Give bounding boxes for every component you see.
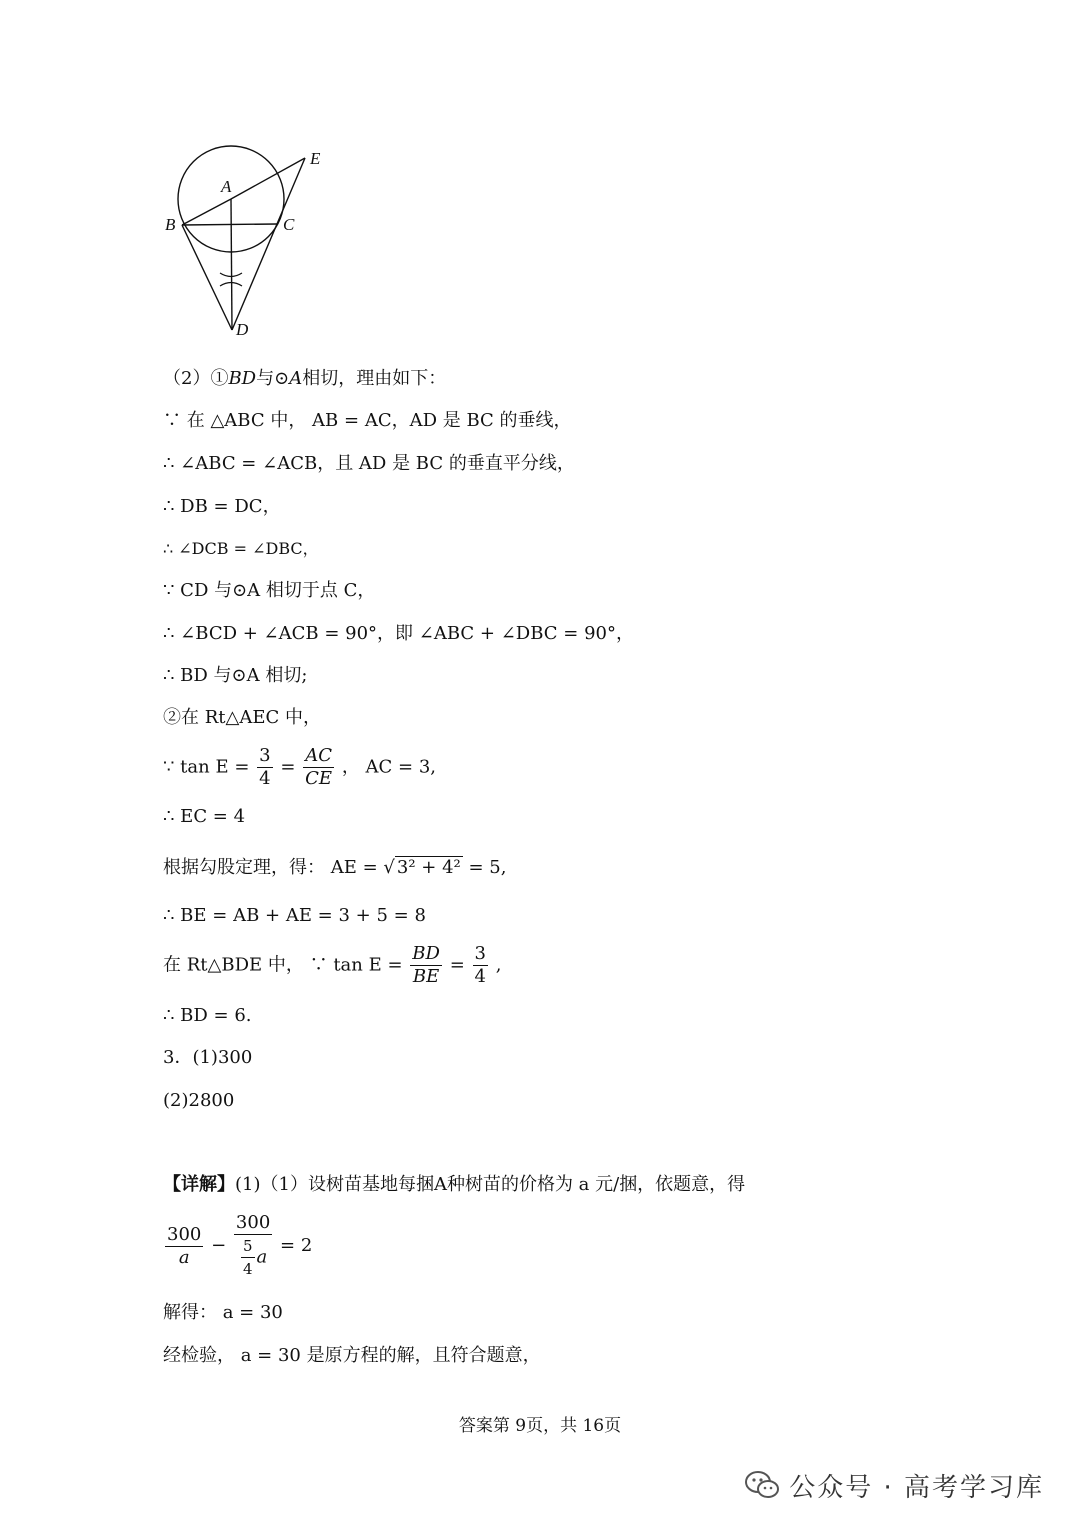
equation-result: = 2: [280, 1235, 313, 1256]
fraction-denominator: BE: [412, 966, 440, 987]
fraction-numerator: 300: [235, 1212, 271, 1233]
equals-sign: =: [280, 756, 296, 778]
text-line-12: [163, 857, 506, 879]
text-line-9: ②在 Rt△AEC 中，: [163, 707, 321, 728]
fraction-3-4: [257, 745, 272, 790]
text-line-7: ∴ ∠BCD + ∠ACB = 90°，即 ∠ABC + ∠DBC = 90°，: [163, 623, 634, 644]
fraction-300-five-fourths-a: [234, 1212, 272, 1280]
sqrt-sign: √: [383, 857, 395, 878]
segment-bd: [182, 225, 232, 330]
label-e: E: [310, 149, 321, 168]
minus-sign: −: [211, 1235, 227, 1256]
text-line-14: [163, 943, 501, 988]
fraction-denominator: a: [178, 1246, 190, 1268]
fraction-300-a: [165, 1224, 203, 1269]
equals-sign: =: [449, 954, 465, 976]
text-line-1: [163, 368, 446, 390]
variable-a: a: [256, 1246, 268, 1268]
watermark: [745, 1465, 1044, 1505]
fraction-ac-ce: [303, 745, 334, 790]
label-d: D: [236, 320, 249, 339]
equation-line: [163, 1212, 312, 1280]
segment-ed: [232, 158, 305, 330]
answer-3-part-1: 3．(1)300: [163, 1047, 253, 1068]
line12-pre: 根据勾股定理，得： AE =: [163, 857, 378, 878]
fraction-numerator: BD: [412, 943, 440, 964]
text-line-5: ∴ ∠DCB = ∠DBC，: [163, 539, 319, 558]
line12-post: = 5,: [468, 857, 507, 878]
fraction-denominator: CE: [305, 768, 333, 789]
line1-part-d: A: [289, 368, 303, 389]
fraction-numerator: 3: [474, 943, 486, 964]
fraction-numerator: 300: [167, 1223, 202, 1245]
answer-3-part-2: (2)2800: [163, 1090, 235, 1111]
line14-post: ,: [495, 954, 502, 976]
sqrt-radicand: 3² + 4²: [396, 857, 461, 878]
line10-pre: ∵ tan E =: [163, 756, 250, 778]
text-line-3: ∴ ∠ABC = ∠ACB，且 AD 是 BC 的垂直平分线，: [163, 453, 575, 474]
detail-text: (1)（1）设树苗基地每捆A种树苗的价格为 a 元/捆，依题意，得: [235, 1174, 746, 1195]
text-line-4: ∴ DB = DC，: [163, 496, 281, 517]
fraction-numerator: AC: [303, 745, 334, 768]
label-c: C: [283, 215, 295, 234]
fraction-3-4: [473, 943, 488, 988]
fraction-denominator: 4: [259, 768, 271, 789]
line1-part-a: （2）①: [163, 368, 229, 389]
segment-bc: [182, 224, 277, 225]
line14-pre: 在 Rt△BDE 中， ∵ tan E =: [163, 954, 403, 976]
fraction-numerator: 3: [259, 745, 271, 766]
detail-tag: 【详解】: [163, 1174, 235, 1195]
watermark-text: 公众号 · 高考学习库: [789, 1472, 1044, 1503]
label-a: A: [221, 177, 232, 196]
verification-line: 经检验， a = 30 是原方程的解，且符合题意，: [163, 1345, 541, 1366]
line10-post: ， AC = 3,: [341, 756, 437, 778]
segment-ae: [231, 158, 305, 199]
text-line-13: ∴ BE = AB + AE = 3 + 5 = 8: [163, 905, 426, 926]
nested-denominator: [234, 1235, 272, 1280]
text-line-8: ∴ BD 与⊙A 相切;: [163, 665, 308, 686]
fraction-numerator: 5: [241, 1235, 255, 1258]
text-line-2: ∵ 在 △ABC 中， AB = AC，AD 是 BC 的垂线，: [163, 410, 572, 431]
solution-line: 解得： a = 30: [163, 1302, 283, 1323]
segment-ad: [231, 199, 232, 330]
line1-part-e: 相切，理由如下：: [302, 368, 447, 389]
text-line-10: [163, 745, 436, 790]
geometry-figure: [160, 140, 340, 345]
text-line-15: ∴ BD = 6.: [163, 1005, 252, 1026]
fraction-bd-be: [410, 943, 442, 988]
page-footer: 答案第 9页，共 16页: [458, 1416, 622, 1436]
segment-ba: [182, 199, 231, 225]
fraction-5-4: [241, 1235, 255, 1280]
circle-tangent-diagram: [160, 140, 340, 345]
line1-part-c: 与⊙: [256, 368, 290, 389]
fraction-denominator: 4: [242, 1260, 253, 1278]
detail-line: [163, 1174, 745, 1196]
text-line-6: ∵ CD 与⊙A 相切于点 C，: [163, 580, 376, 601]
text-line-11: ∴ EC = 4: [163, 806, 246, 827]
label-b: B: [165, 215, 176, 234]
fraction-denominator: 4: [474, 966, 486, 987]
wechat-icon: [745, 1470, 779, 1500]
line1-part-b: BD: [228, 368, 257, 389]
